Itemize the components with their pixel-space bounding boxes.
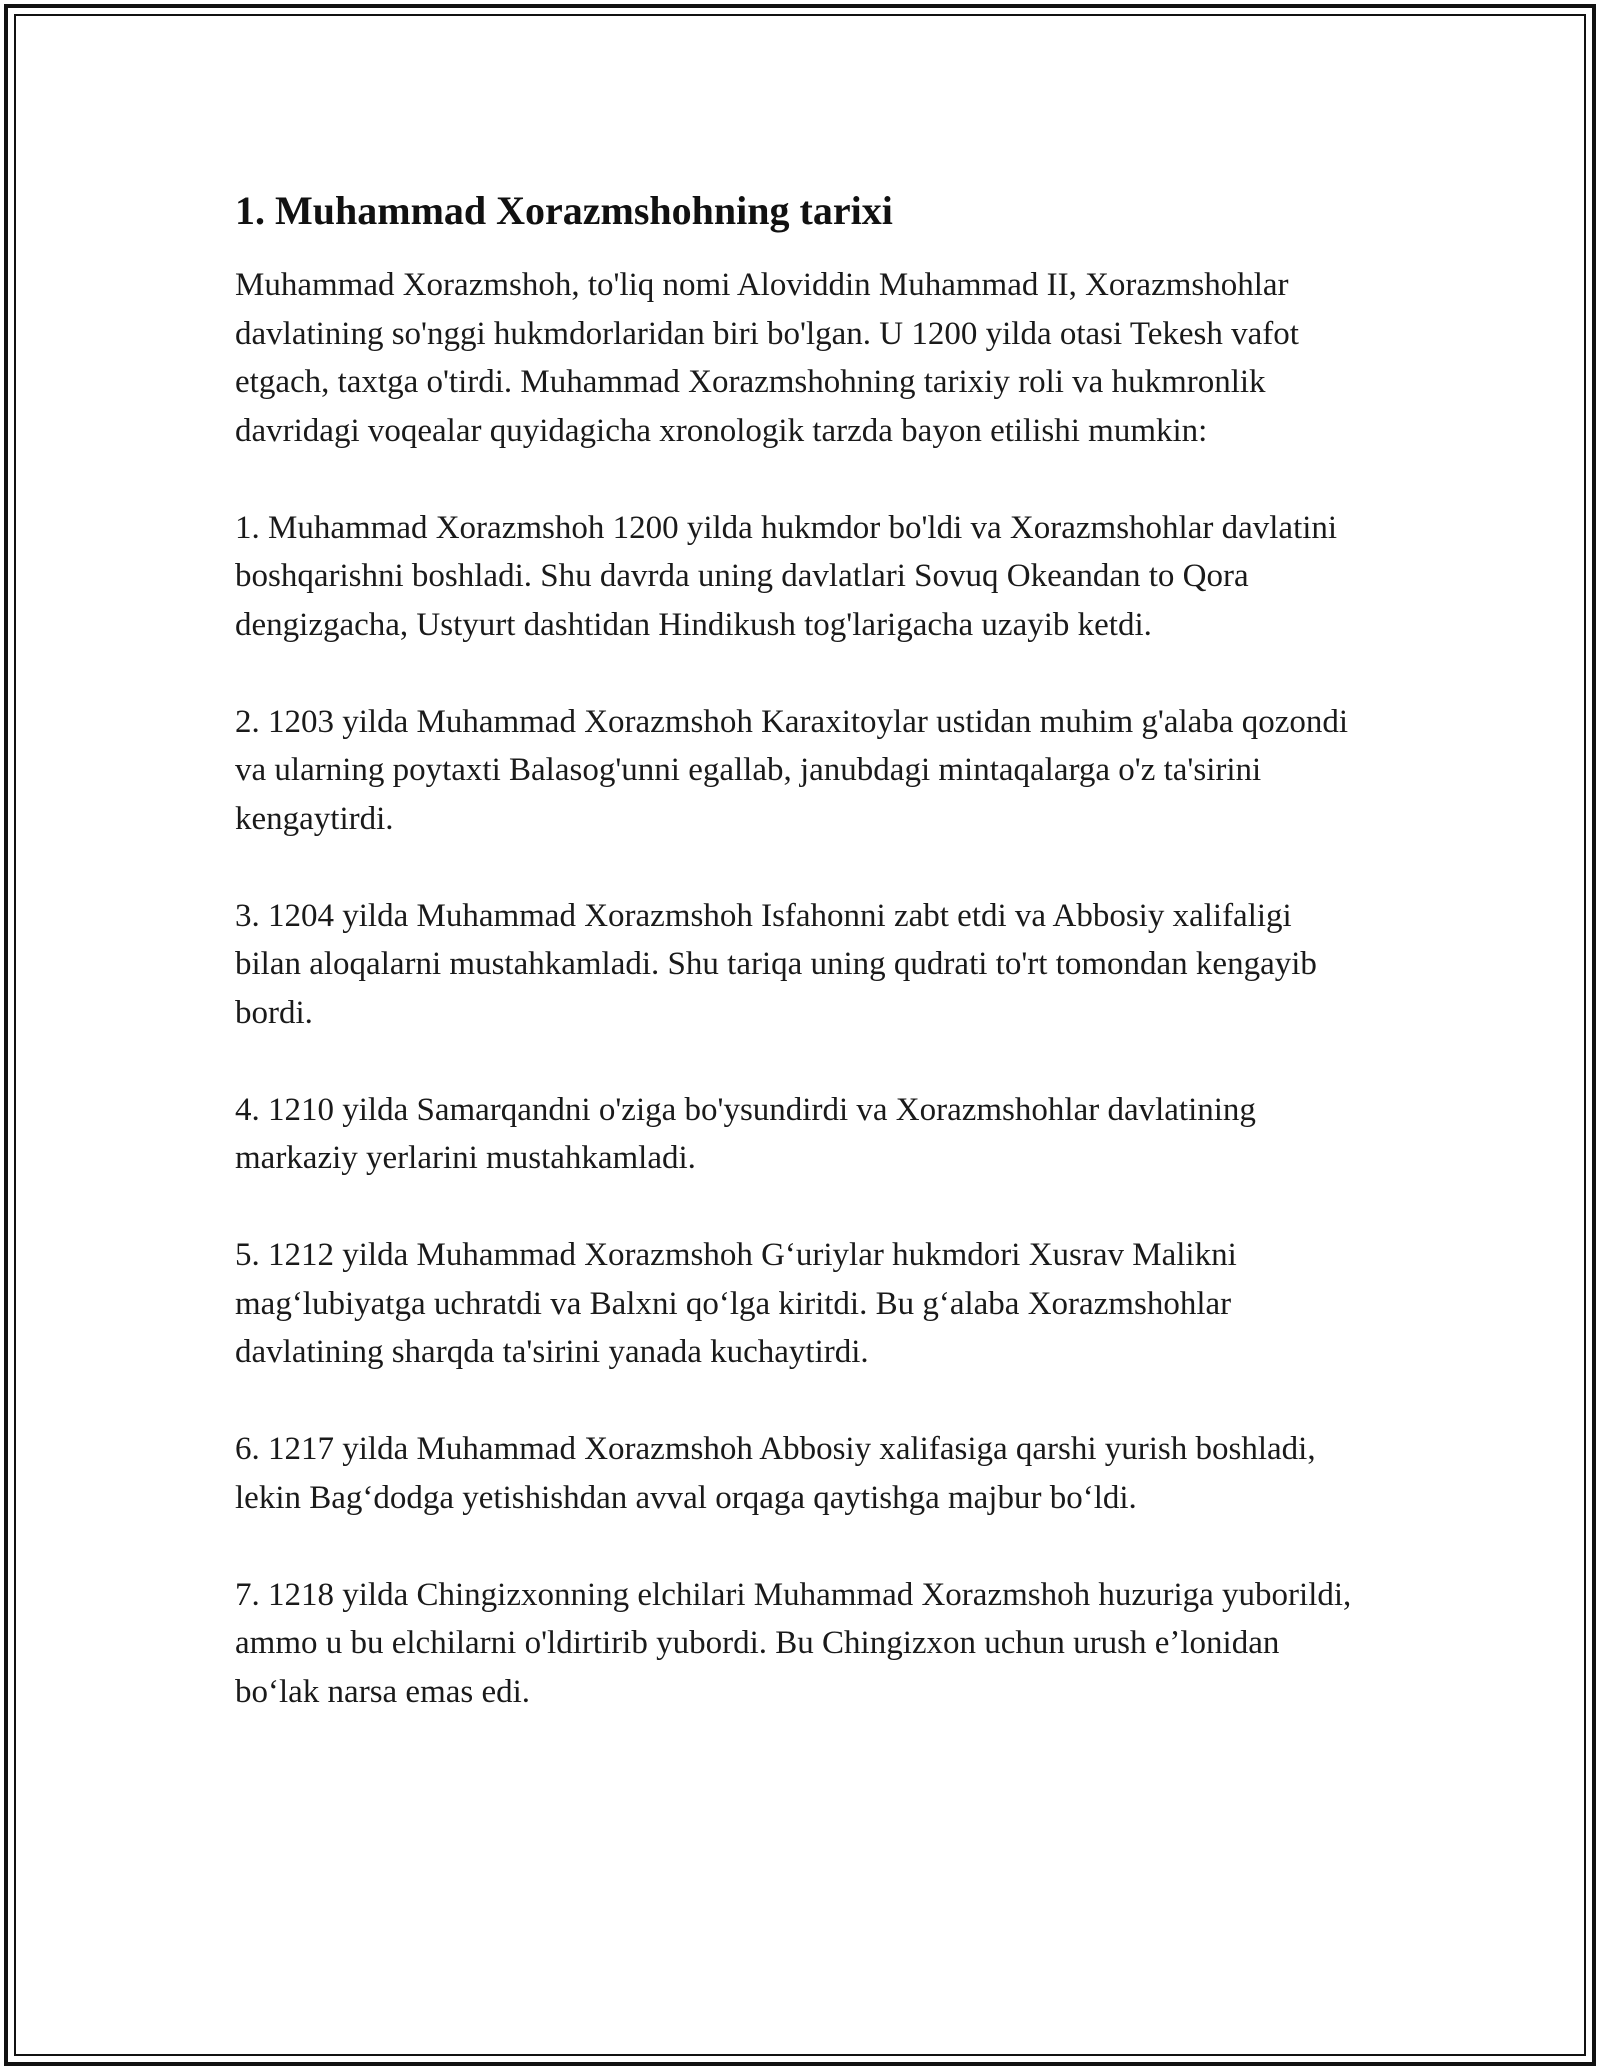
list-item-3: 3. 1204 yilda Muhammad Xorazmshoh Isfahonni zabt etdi va Abbosiy xalifaligi bilan aloqalarni mustahkamladi. Shu tariqa uning qudrati to'rt tomondan kengayib bordi.: [235, 897, 1317, 1031]
list-item-7: 7. 1218 yilda Chingizxonning elchilari Muhammad Xorazmshoh huzuriga yuborildi, ammo u bu elchilarni o'ldirtirib yubordi. Bu Chingizxon uchun urush eʼlonidan boʻlak narsa emas edi.: [235, 1576, 1352, 1710]
list-item-4: 4. 1210 yilda Samarqandni o'ziga bo'ysundirdi va Xorazmshohlar davlatining markaziy yerlarini mustahkamladi.: [235, 1091, 1256, 1176]
list-item-1: 1. Muhammad Xorazmshoh 1200 yilda hukmdor bo'ldi va Xorazmshohlar davlatini boshqarishni boshladi. Shu davrda uning davlatlari Sovuq Okeandan to Qora dengizgacha, Ustyurt dashtidan Hindikush tog'larigacha uzayib ketdi.: [235, 509, 1338, 643]
list-item-5: 5. 1212 yilda Muhammad Xorazmshoh Gʻuriylar hukmdori Xusrav Malikni magʻlubiyatga uchratdi va Balxni qoʻlga kiritdi. Bu gʻalaba Xorazmshohlar davlatining sharqda ta'sirini yanada kuchaytirdi.: [235, 1237, 1237, 1370]
document-body: [235, 185, 1365, 1765]
list-item-2: 2. 1203 yilda Muhammad Xorazmshoh Karaxitoylar ustidan muhim g'alaba qozondi va ularning poytaxti Balasog'unni egallab, janubdagi mintaqalarga o'z ta'sirini kengaytirdi.: [235, 703, 1349, 837]
list-item-6: 6. 1217 yilda Muhammad Xorazmshoh Abbosiy xalifasiga qarshi yurish boshladi, lekin Bagʻdodga yetishishdan avval orqaga qaytishga majbur boʻldi.: [235, 1431, 1316, 1516]
document-title: 1. Muhammad Xorazmshohning tarixi: [235, 188, 893, 233]
intro-paragraph: Muhammad Xorazmshoh, to'liq nomi Aloviddin Muhammad II, Xorazmshohlar davlatining so'nggi hukmdorlaridan biri bo'lgan. U 1200 yilda otasi Tekesh vafot etgach, taxtga o'tirdi. Muhammad Xorazmshohning tarixiy roli va hukmronlik davridagi voqealar quyidagicha xronologik tarzda bayon etilishi mumkin:: [235, 267, 1299, 449]
